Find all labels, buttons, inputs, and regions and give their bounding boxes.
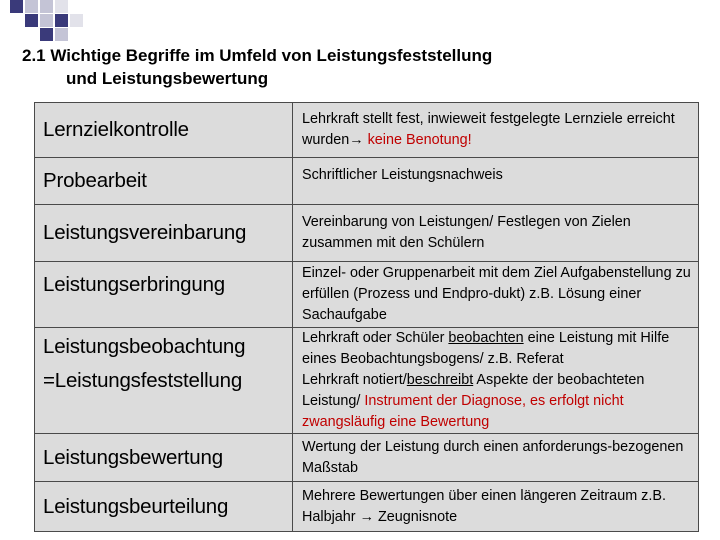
definition-highlight: keine Benotung! bbox=[367, 132, 472, 148]
decor-square bbox=[25, 14, 38, 27]
definition-paragraph bbox=[302, 328, 694, 370]
decor-square bbox=[25, 0, 38, 13]
definition-text: Aspekte der beobachteten Leistung/ bbox=[302, 372, 645, 409]
term-line: Leistungsbeobachtung bbox=[43, 335, 246, 358]
decor-square bbox=[40, 14, 53, 27]
term-line: =Leistungsfeststellung bbox=[43, 369, 243, 392]
definition-cell: Einzel- oder Gruppenarbeit mit dem Ziel Aufgabenstellung zu erfüllen (Prozess und Endpro-dukt) z.B. Lösung einer Sachaufgabe bbox=[293, 262, 699, 328]
definition-cell bbox=[293, 328, 699, 434]
term-cell: Probearbeit bbox=[35, 158, 293, 205]
decor-square bbox=[55, 28, 68, 41]
table-row bbox=[35, 205, 699, 262]
definition-text: Lehrkraft notiert/ bbox=[302, 372, 407, 388]
table-row bbox=[35, 328, 699, 434]
title-line-1: 2.1 Wichtige Begriffe im Umfeld von Leistungsfeststellung bbox=[22, 46, 493, 65]
decorative-squares bbox=[0, 0, 720, 40]
definition-cell: Mehrere Bewertungen über einen längeren Zeitraum z.B. Halbjahr → Zeugnisnote bbox=[293, 482, 699, 532]
underlined-word: beschreibt bbox=[406, 372, 474, 388]
decor-square bbox=[55, 0, 68, 13]
decor-square bbox=[10, 0, 23, 13]
definition-cell: Wertung der Leistung durch einen anforderungs-bezogenen Maßstab bbox=[293, 434, 699, 482]
definition-text: eine Leistung mit Hilfe eines Beobachtungsbogens/ z.B. Referat bbox=[302, 330, 670, 367]
definition-highlight: Instrument der Diagnose, es erfolgt nicht zwangsläufig eine Bewertung bbox=[302, 393, 624, 430]
slide-title bbox=[22, 44, 702, 90]
underlined-word: beobachten bbox=[448, 330, 524, 346]
term-cell bbox=[35, 328, 293, 434]
term-cell: Lernzielkontrolle bbox=[35, 103, 293, 158]
term-cell: Leistungsbewertung bbox=[35, 434, 293, 482]
table-row bbox=[35, 262, 699, 328]
definition-cell: Schriftlicher Leistungsnachweis bbox=[293, 158, 699, 205]
table-row bbox=[35, 158, 699, 205]
term-cell: Leistungsbeurteilung bbox=[35, 482, 293, 532]
term-cell: Leistungserbringung bbox=[35, 262, 293, 328]
definition-text: Lehrkraft oder Schüler bbox=[302, 330, 449, 346]
decor-square bbox=[55, 14, 68, 27]
table-row bbox=[35, 482, 699, 532]
decor-square bbox=[40, 28, 53, 41]
decor-square bbox=[40, 0, 53, 13]
definition-cell bbox=[293, 103, 699, 158]
table-row bbox=[35, 434, 699, 482]
definition-paragraph bbox=[302, 370, 694, 433]
title-line-2: und Leistungsbewertung bbox=[66, 69, 269, 88]
definition-text: Lehrkraft stellt fest, inwieweit festgelegte Lernziele erreicht wurden→ bbox=[302, 111, 675, 148]
term-cell: Leistungsvereinbarung bbox=[35, 205, 293, 262]
terms-table bbox=[34, 102, 699, 532]
decor-square bbox=[70, 14, 83, 27]
table-row bbox=[35, 103, 699, 158]
definition-cell: Vereinbarung von Leistungen/ Festlegen von Zielen zusammen mit den Schülern bbox=[293, 205, 699, 262]
